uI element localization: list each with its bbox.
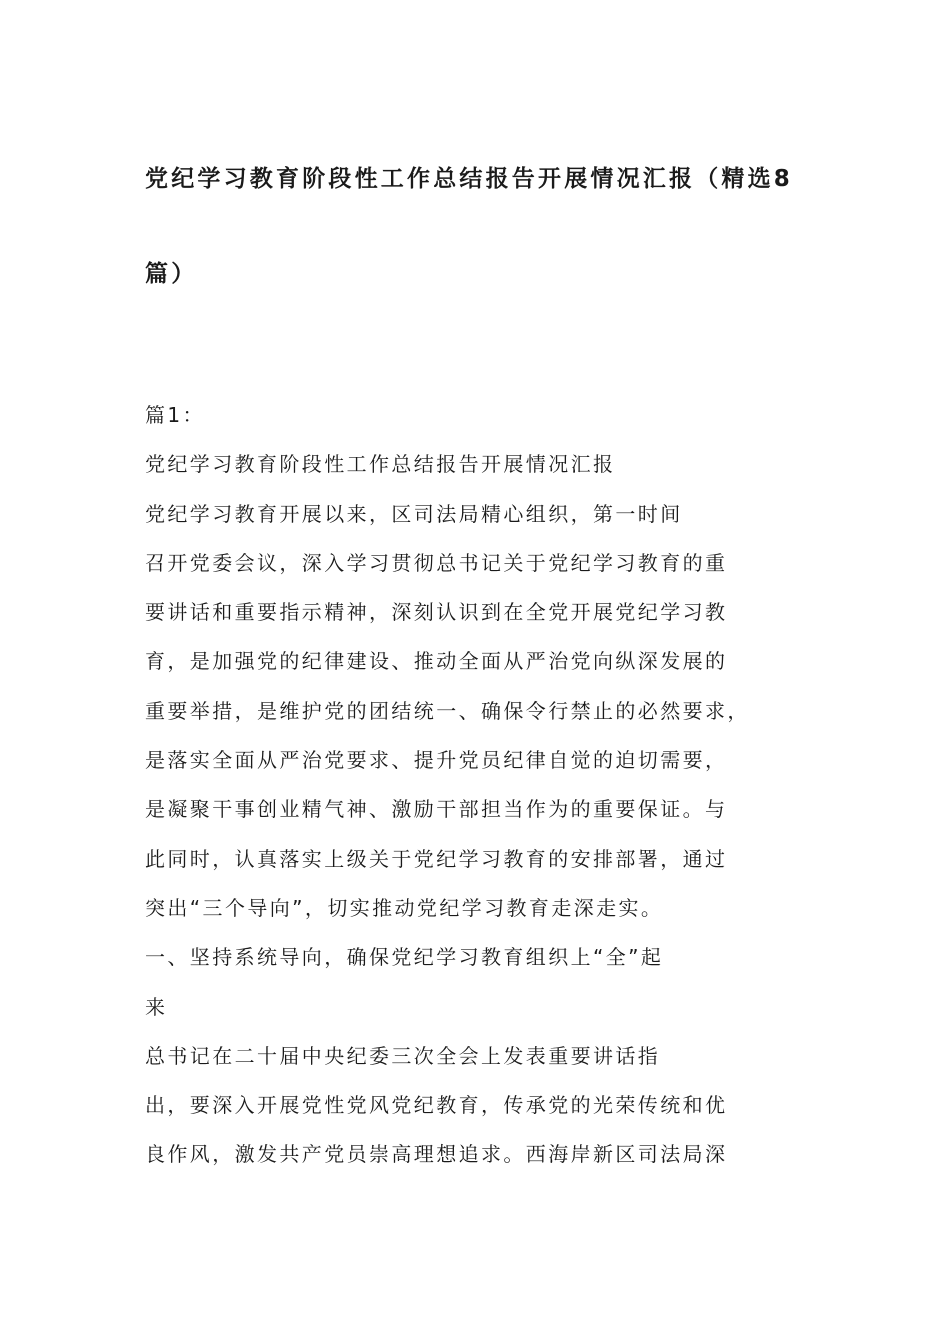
document-title-line-1: 党纪学习教育阶段性工作总结报告开展情况汇报（精选8 [145, 166, 794, 192]
body-text-line: 出，要深入开展党性党风党纪教育，传承党的光荣传统和优 [145, 1093, 728, 1118]
document-body [145, 400, 785, 1189]
body-text-line: 召开党委会议，深入学习贯彻总书记关于党纪学习教育的重 [145, 550, 728, 575]
body-text-line: 重要举措，是维护党的团结统一、确保令行禁止的必然要求， [145, 698, 750, 723]
article-heading: 党纪学习教育阶段性工作总结报告开展情况汇报 [145, 452, 616, 477]
body-text-line: 突出“三个导向”，切实推动党纪学习教育走深走实。 [145, 895, 664, 920]
body-text-line: 总书记在二十届中央纪委三次全会上发表重要讲话指 [145, 1043, 661, 1068]
document-title-line-2: 篇） [145, 261, 198, 287]
body-text-line: 是凝聚干事创业精气神、激励干部担当作为的重要保证。与 [145, 797, 728, 822]
body-text-line: 党纪学习教育开展以来，区司法局精心组织，第一时间 [145, 501, 683, 526]
body-text-line: 育，是加强党的纪律建设、推动全面从严治党向纵深发展的 [145, 649, 728, 674]
body-text-line: 良作风，激发共产党员崇高理想追求。西海岸新区司法局深 [145, 1142, 728, 1167]
subheading-line: 来 [145, 994, 168, 1019]
section-label: 篇1： [145, 403, 205, 427]
body-text-line: 是落实全面从严治党要求、提升党员纪律自觉的迫切需要， [145, 748, 728, 773]
subheading-line: 一、坚持系统导向，确保党纪学习教育组织上“全”起 [145, 945, 664, 970]
body-text-line: 此同时，认真落实上级关于党纪学习教育的安排部署，通过 [145, 846, 728, 871]
body-text-line: 要讲话和重要指示精神，深刻认识到在全党开展党纪学习教 [145, 600, 728, 625]
